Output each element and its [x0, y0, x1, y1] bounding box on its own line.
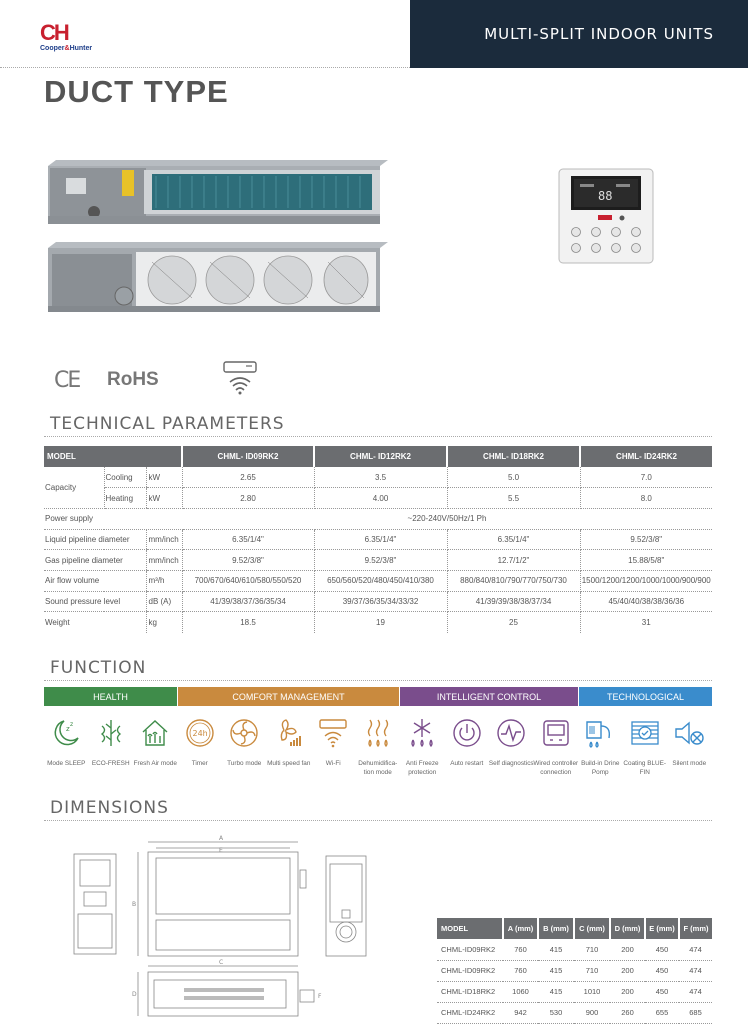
table-row	[44, 612, 712, 633]
table-cell: 200	[610, 939, 645, 960]
dims-header: A (mm)	[503, 918, 538, 939]
function-label: Silent mode	[672, 760, 707, 767]
function-label: Wi-Fi	[325, 760, 341, 767]
function-item	[267, 716, 312, 777]
row-unit: dB (A)	[146, 591, 182, 612]
function-label: Timer	[191, 760, 208, 767]
drain-pump-icon	[583, 716, 617, 750]
table-row	[44, 591, 712, 612]
logo-brand-2: Hunter	[69, 45, 93, 52]
function-label: Dehumidifica-tion mode	[358, 760, 398, 776]
dims-header: E (mm)	[645, 918, 679, 939]
dimension-drawing	[64, 830, 424, 1022]
table-cell: 19	[314, 612, 447, 633]
table-cell: 200	[610, 960, 645, 981]
row-label: Liquid pipeline diameter	[44, 529, 146, 550]
table-row	[437, 981, 712, 1002]
table-header-row	[44, 446, 712, 467]
table-cell: 1010	[574, 981, 610, 1002]
turbo-fan-icon	[227, 716, 261, 750]
table-cell: 12.7/1/2"	[447, 550, 580, 571]
table-cell: 650/560/520/480/450/410/380	[314, 570, 447, 591]
table-cell: 6.35/1/4"	[182, 529, 314, 550]
table-row	[437, 1002, 712, 1023]
function-label: Multi speed fan	[267, 760, 311, 767]
table-cell: 4.00	[314, 488, 447, 509]
table-cell: 200	[610, 981, 645, 1002]
table-cell: CHML-ID09RK2	[437, 939, 503, 960]
function-item	[667, 716, 712, 777]
logo-brand-amp: &	[64, 45, 70, 52]
table-cell: 45/40/40/38/38/36/36	[580, 591, 712, 612]
function-item	[133, 716, 178, 777]
function-label: Build-in Drine Pomp	[581, 760, 620, 776]
table-cell: CHML-ID09RK2	[437, 960, 503, 981]
table-cell: 15.88/5/8"	[580, 550, 712, 571]
dims-header: MODEL	[437, 918, 503, 939]
row-label: Gas pipeline diameter	[44, 550, 146, 571]
header-model-1: CHML- ID09RK2	[182, 446, 314, 467]
table-cell: 25	[447, 612, 580, 633]
remote-display-digits: 88	[598, 189, 613, 203]
dims-header: F (mm)	[679, 918, 712, 939]
function-item	[489, 716, 534, 777]
table-cell: 8.0	[580, 488, 712, 509]
svg-text:z: z	[70, 721, 74, 728]
table-cell: 415	[538, 981, 574, 1002]
table-cell: 710	[574, 939, 610, 960]
section-title-function: FUNCTION	[50, 658, 147, 678]
row-label: Weight	[45, 617, 70, 627]
function-item	[623, 716, 668, 777]
banner-text: MULTI-SPLIT INDOOR UNITS	[484, 25, 714, 43]
table-cell: 760	[503, 960, 538, 981]
table-cell: 474	[679, 939, 712, 960]
function-item	[44, 716, 89, 777]
logo-mark: CH	[40, 20, 68, 45]
wifi-unit-icon	[220, 358, 260, 398]
table-row	[44, 529, 712, 550]
table-cell: 31	[641, 617, 651, 627]
duct-unit-image	[44, 156, 390, 322]
table-cell: 18.5	[182, 612, 314, 633]
table-row	[44, 488, 712, 509]
dim-label-e: E	[219, 847, 223, 854]
dehumidify-icon	[361, 716, 395, 750]
category-health: HEALTH	[44, 687, 177, 706]
function-item	[400, 716, 445, 777]
function-label: Auto restart	[450, 760, 484, 767]
power-supply-value: ~220-240V/50Hz/1 Ph	[182, 508, 712, 529]
brand-logo	[40, 22, 112, 52]
page-title: DUCT TYPE	[44, 74, 229, 109]
function-item	[178, 716, 223, 777]
table-cell: 450	[645, 939, 679, 960]
table-cell: 900	[574, 1002, 610, 1023]
table-cell: 41/39/38/37/36/35/34	[182, 591, 314, 612]
table-row	[44, 508, 712, 529]
function-label: Mode SLEEP	[47, 760, 86, 767]
header-divider	[0, 67, 410, 68]
function-label: Turbo mode	[227, 760, 262, 767]
table-cell: 700/670/640/610/580/550/520	[182, 570, 314, 591]
table-cell: 450	[645, 981, 679, 1002]
table-row	[44, 570, 712, 591]
row-label: Air flow volume	[44, 570, 146, 591]
table-cell: 1500/1200/1200/1000/1000/900/900	[580, 570, 712, 591]
row-unit: mm/inch	[146, 529, 182, 550]
table-cell: 474	[679, 960, 712, 981]
table-cell: 2.65	[182, 467, 314, 488]
table-cell: 474	[679, 981, 712, 1002]
dim-label-d: D	[132, 991, 137, 998]
section-divider	[44, 436, 712, 437]
section-divider	[44, 820, 712, 821]
header-model: MODEL	[44, 446, 182, 467]
header-model-3: CHML- ID18RK2	[447, 446, 580, 467]
table-row	[437, 939, 712, 960]
table-cell: 530	[538, 1002, 574, 1023]
dim-label-f: F	[318, 993, 322, 1000]
cooling-label: Cooling	[104, 467, 146, 488]
dims-header: C (mm)	[574, 918, 610, 939]
dims-header: B (mm)	[538, 918, 574, 939]
table-cell: 5.0	[447, 467, 580, 488]
function-label: Fresh Air mode	[133, 760, 177, 767]
silent-icon	[672, 716, 706, 750]
diagnostics-icon	[494, 716, 528, 750]
power-supply-label: Power supply	[44, 508, 182, 529]
header-model-2: CHML- ID12RK2	[314, 446, 447, 467]
table-cell: 415	[538, 939, 574, 960]
heating-label: Heating	[104, 488, 146, 509]
table-cell: 9.52/3/8"	[314, 550, 447, 571]
table-cell: 760	[503, 939, 538, 960]
table-cell: 41/39/39/38/38/37/34	[447, 591, 580, 612]
svg-text:z: z	[66, 725, 70, 733]
fresh-air-house-icon	[138, 716, 172, 750]
row-unit: kg	[146, 612, 182, 633]
wired-controller-image	[558, 168, 654, 264]
table-cell: 9.52/3/8"	[580, 529, 712, 550]
logo-brand-1: Cooper	[40, 45, 65, 52]
table-cell: 2.80	[182, 488, 314, 509]
cooling-unit: kW	[146, 467, 182, 488]
heating-unit: kW	[146, 488, 182, 509]
table-cell: 3.5	[314, 467, 447, 488]
function-label: Anti Freeze protection	[405, 760, 439, 776]
logo-brand	[40, 45, 112, 52]
capacity-label: Capacity	[44, 467, 104, 508]
row-unit: mm/inch	[146, 550, 182, 571]
eco-fresh-icon	[94, 716, 128, 750]
table-cell: 655	[645, 1002, 679, 1023]
timer-24h-icon	[183, 716, 217, 750]
table-cell: 9.52/3/8"	[182, 550, 314, 571]
wired-controller-icon	[539, 716, 573, 750]
dim-label-c: C	[219, 959, 224, 966]
table-cell: 1060	[503, 981, 538, 1002]
section-title-dimensions: DIMENSIONS	[50, 798, 169, 818]
table-cell: 450	[645, 960, 679, 981]
snowflake-icon	[405, 716, 439, 750]
category-comfort: COMFORT MANAGEMENT	[178, 687, 399, 706]
rohs-mark: RoHS	[107, 369, 159, 390]
function-item	[445, 716, 490, 777]
wifi-unit-icon	[316, 716, 350, 750]
function-item	[534, 716, 579, 777]
table-cell: CHML-ID18RK2	[437, 981, 503, 1002]
function-item	[311, 716, 356, 777]
function-label: Self diagnostics	[488, 760, 534, 767]
table-cell: 260	[610, 1002, 645, 1023]
function-item	[222, 716, 267, 777]
table-row	[437, 960, 712, 981]
power-restart-icon	[450, 716, 484, 750]
category-intelligent: INTELLIGENT CONTROL	[400, 687, 578, 706]
blue-fin-icon	[628, 716, 662, 750]
table-cell: 39/37/36/35/34/33/32	[314, 591, 447, 612]
table-cell: 7.0	[580, 467, 712, 488]
table-cell: CHML-ID24RK2	[437, 1002, 503, 1023]
table-cell: 5.5	[447, 488, 580, 509]
dim-label-a: A	[219, 835, 224, 842]
table-cell: 6.35/1/4"	[447, 529, 580, 550]
table-cell: 710	[574, 960, 610, 981]
function-item	[89, 716, 134, 777]
table-row	[44, 550, 712, 571]
row-label: Sound pressure level	[44, 591, 146, 612]
function-label: ECO-FRESH	[91, 760, 130, 767]
header-model-4: CHML- ID24RK2	[580, 446, 712, 467]
row-unit: m³/h	[146, 570, 182, 591]
table-cell: 880/840/810/790/770/750/730	[447, 570, 580, 591]
table-cell: 415	[538, 960, 574, 981]
multi-speed-fan-icon	[272, 716, 306, 750]
table-cell: 685	[679, 1002, 712, 1023]
moon-sleep-icon	[49, 716, 83, 750]
table-header-row	[437, 918, 712, 939]
dim-label-b: B	[132, 901, 137, 908]
category-banner	[410, 0, 748, 68]
function-item	[578, 716, 623, 777]
function-label: Wired controller connection	[533, 760, 579, 776]
function-icons-row	[44, 716, 712, 777]
table-cell: 942	[503, 1002, 538, 1023]
function-item	[356, 716, 401, 777]
dimensions-table	[437, 918, 712, 1024]
dims-header: D (mm)	[610, 918, 645, 939]
technical-parameters-table	[44, 446, 712, 633]
ce-mark: CE	[54, 368, 80, 393]
function-label: Coating BLUE-FIN	[623, 760, 667, 776]
category-technological: TECHNOLOGICAL	[579, 687, 712, 706]
table-cell: 6.35/1/4"	[314, 529, 447, 550]
svg-text:24h: 24h	[192, 729, 208, 738]
table-row	[44, 467, 712, 488]
section-title-technical: TECHNICAL PARAMETERS	[50, 414, 285, 434]
section-divider	[44, 680, 712, 681]
